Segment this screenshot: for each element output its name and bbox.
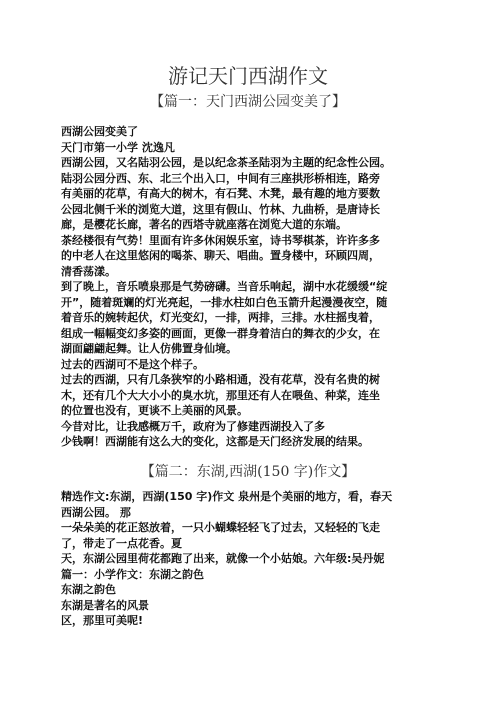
text-line: 精选作文:东湖，西湖(150 字)作文 泉州是个美丽的地方，看，春天 bbox=[61, 490, 393, 503]
text-line: 西湖公园变美了 bbox=[61, 125, 138, 138]
text-line: 西湖公园，又名陆羽公园，是以纪念茶圣陆羽为主题的纪念性公园。 bbox=[61, 156, 391, 169]
text-line: 陆羽公园分西、东、北三个出入口，中间有三座拱形桥相连，路旁 bbox=[61, 171, 380, 185]
text-line: 木，还有几个大大小小的臭水坑，那里还有人在喂鱼、种菜，连坐 bbox=[61, 388, 380, 402]
section-1-heading: 【篇一：天门西湖公园变美了】 bbox=[150, 94, 346, 110]
text-line: 少钱啊！西湖能有这么大的变化，这都是天门经济发展的结果。 bbox=[61, 435, 369, 448]
text-line: 东湖是著名的风景 bbox=[61, 598, 149, 612]
text-line: 组成一幅幅变幻多姿的画面，更像一群身着洁白的舞衣的少女，在 bbox=[61, 326, 380, 340]
text-line: 区，那里可美呢! bbox=[61, 614, 144, 627]
text-line: 开”，随着斑斓的灯光亮起，一排水柱如白色玉箭升起漫漫夜空，随 bbox=[61, 295, 388, 309]
text-line: 过去的西湖可不是这个样子。 bbox=[61, 357, 204, 371]
section-2-heading: 【篇二：东湖,西湖(150 字)作文】 bbox=[140, 464, 356, 480]
text-line: 湖面翩翩起舞。让人仿佛置身仙境。 bbox=[61, 342, 237, 355]
text-line: 公园北侧千米的浏览大道，这里有假山、竹林、九曲桥，是唐诗长 bbox=[61, 202, 380, 216]
text-line: 一朵朵美的花正怒放着，一只小蝴蝶轻轻飞了过去，又轻轻的飞走 bbox=[61, 521, 380, 534]
text-line: 东湖之韵色 bbox=[61, 583, 116, 596]
text-line: 着音乐的婉转起伏，灯光变幻，一排，两排，三排。水柱摇曳着， bbox=[61, 311, 380, 324]
text-line: 西湖公园。 那 bbox=[61, 505, 131, 519]
text-line: 天，东湖公园里荷花都跑了出来，就像一个小姑娘。六年级:吴丹妮 bbox=[61, 552, 385, 565]
section-1-body bbox=[61, 124, 451, 450]
text-line: 的中老人在这里悠闲的喝茶、聊天、唱曲。置身楼中，环顾四周， bbox=[61, 249, 380, 262]
text-line: 到了晚上，音乐喷泉那是气势磅礴。当音乐响起，湖中水花缓缓“绽 bbox=[61, 280, 388, 293]
section-2-body bbox=[61, 489, 451, 629]
text-line: 今昔对比，让我感概万千，政府为了修建西湖投入了多 bbox=[61, 419, 325, 433]
text-line: 清香荡漾。 bbox=[61, 264, 116, 278]
text-line: 篇一：小学作文：东湖之韵色 bbox=[61, 567, 204, 581]
text-line: 有美丽的花草，有高大的树木，有石凳、木凳，最有趣的地方要数 bbox=[61, 187, 380, 200]
document-title: 游记天门西湖作文 bbox=[168, 64, 328, 88]
text-line: 过去的西湖，只有几条狭窄的小路相通，没有花草，没有名贵的树 bbox=[61, 373, 380, 386]
text-line: 天门市第一小学 沈逸凡 bbox=[61, 140, 175, 154]
text-line: 的位置也没有，更谈不上美丽的风景。 bbox=[61, 404, 248, 417]
text-line: 廊，是樱花长廊，著名的西塔寺就座落在浏览大道的东端。 bbox=[61, 218, 347, 231]
text-line: 了，带走了一点花香。夏 bbox=[61, 536, 182, 550]
text-line: 茶经楼很有气势！里面有许多休闲娱乐室，诗书琴棋茶，许许多多 bbox=[61, 233, 380, 247]
